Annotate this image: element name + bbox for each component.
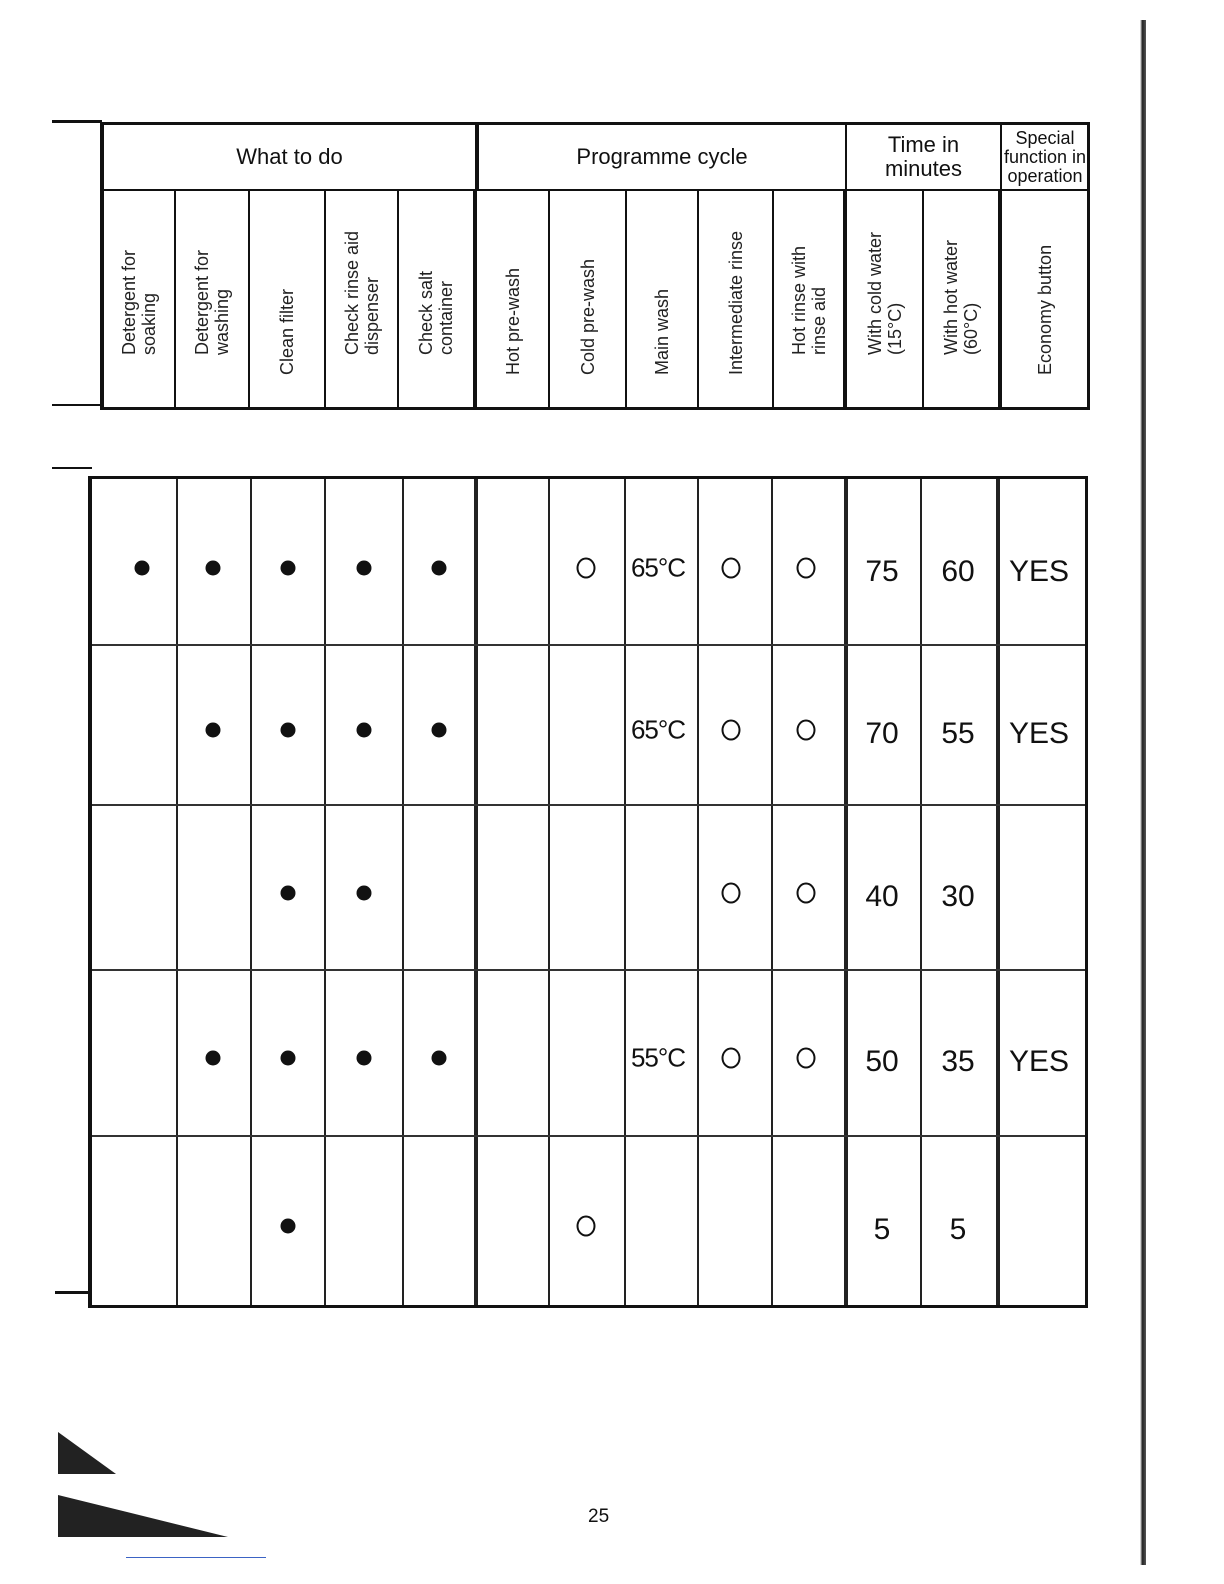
time-in-minutes-label: Time in minutes	[884, 132, 963, 181]
column-divider	[324, 479, 326, 1305]
column-divider	[474, 479, 478, 1305]
col-header-check-rinse-aid	[326, 191, 399, 409]
row-divider	[92, 969, 1085, 971]
column-divider	[920, 479, 922, 1305]
cycle-step-ring	[577, 1216, 596, 1237]
header-group-time-in-minutes	[847, 125, 1002, 191]
task-dot	[281, 560, 296, 575]
row-divider	[92, 1135, 1085, 1137]
main-wash-temperature: 65°C	[630, 714, 686, 745]
col-header-detergent-washing	[176, 191, 250, 409]
cycle-step-ring	[797, 882, 816, 903]
header-group-special-function	[1002, 125, 1088, 191]
col-header-cold-prewash	[550, 191, 627, 409]
col-label: Clean filter	[277, 288, 297, 375]
page-edge-shadow	[1140, 20, 1146, 1565]
main-wash-temperature: 55°C	[630, 1042, 686, 1073]
cold-water-minutes: 40	[865, 879, 899, 913]
col-header-cold-water	[847, 191, 924, 409]
cold-water-minutes: 75	[865, 554, 899, 588]
row-divider	[92, 804, 1085, 806]
cold-water-minutes: 5	[873, 1213, 891, 1246]
hot-water-minutes: 35	[941, 1045, 975, 1078]
col-label: Detergent for soaking	[119, 249, 159, 355]
column-divider	[771, 479, 773, 1305]
task-dot	[281, 1051, 296, 1066]
task-dot	[432, 560, 447, 575]
col-label: With hot water (60°C)	[941, 239, 981, 355]
column-divider	[176, 479, 178, 1305]
column-divider	[624, 479, 626, 1305]
grid-top-rule-extension	[52, 467, 92, 469]
column-divider	[697, 479, 699, 1305]
hot-water-minutes: 30	[941, 879, 975, 913]
cycle-step-ring	[722, 720, 741, 741]
cycle-step-ring	[797, 557, 816, 578]
special-function-label: Special function in operation	[1003, 127, 1087, 186]
cycle-step-ring	[797, 1048, 816, 1069]
task-dot	[135, 560, 150, 575]
col-label: Hot pre-wash	[502, 267, 523, 375]
cold-water-minutes: 70	[865, 717, 899, 750]
row-divider	[92, 644, 1085, 646]
main-wash-temperature: 65°C	[630, 552, 686, 582]
task-dot	[432, 1051, 447, 1066]
task-dot	[206, 1051, 221, 1066]
col-label: Economy button	[1035, 244, 1055, 375]
task-dot	[357, 1051, 372, 1066]
cold-water-minutes: 50	[865, 1045, 899, 1078]
header-bottom-rule-extension	[52, 404, 102, 406]
column-divider	[548, 479, 550, 1305]
scan-underline	[126, 1557, 266, 1558]
what-to-do-label: What to do	[236, 144, 343, 169]
economy-yes: YES	[1008, 717, 1070, 750]
col-header-hot-prewash	[477, 191, 550, 409]
col-label: Detergent for washing	[192, 249, 232, 355]
programme-cycle-label: Programme cycle	[576, 144, 748, 169]
page-number: 25	[588, 1506, 610, 1527]
cycle-step-ring	[797, 720, 816, 741]
task-dot	[357, 723, 372, 738]
task-dot	[357, 885, 372, 900]
col-header-detergent-soaking	[104, 191, 176, 409]
col-label: Hot rinse with rinse aid	[788, 245, 829, 355]
header-top-rule-extension	[52, 120, 102, 123]
col-header-main-wash	[627, 191, 699, 409]
col-header-intermediate-rinse	[699, 191, 774, 409]
col-header-hot-water	[924, 191, 1002, 409]
col-label: Check salt container	[416, 270, 456, 355]
column-divider	[844, 479, 848, 1305]
column-divider	[402, 479, 404, 1305]
task-dot	[281, 723, 296, 738]
scan-mark-top	[58, 1432, 116, 1474]
task-dot	[206, 560, 221, 575]
task-dot	[281, 885, 296, 900]
column-divider	[996, 479, 1000, 1305]
header-table	[100, 122, 1090, 410]
col-header-economy	[1002, 191, 1088, 409]
col-label: Intermediate rinse	[725, 230, 746, 375]
economy-yes: YES	[1008, 1045, 1070, 1078]
col-label: With cold water (15°C)	[864, 231, 905, 355]
col-header-check-salt	[399, 191, 477, 409]
economy-yes: YES	[1008, 554, 1070, 588]
task-dot	[281, 1219, 296, 1234]
cycle-step-ring	[722, 1048, 741, 1069]
col-label: Cold pre-wash	[577, 258, 598, 375]
task-dot	[432, 723, 447, 738]
task-dot	[206, 723, 221, 738]
col-header-hot-rinse	[774, 191, 847, 409]
cycle-step-ring	[722, 882, 741, 903]
cycle-step-ring	[722, 557, 741, 578]
col-header-clean-filter	[250, 191, 326, 409]
hot-water-minutes: 55	[941, 717, 975, 750]
hot-water-minutes: 60	[941, 554, 975, 588]
col-label: Main wash	[652, 288, 672, 375]
hot-water-minutes: 5	[949, 1213, 967, 1246]
header-group-what-to-do	[104, 125, 477, 191]
scan-mark-bottom	[58, 1495, 228, 1537]
cycle-step-ring	[577, 557, 596, 578]
header-group-programme-cycle	[477, 125, 847, 191]
col-label: Check rinse aid dispenser	[341, 230, 382, 355]
task-dot	[357, 560, 372, 575]
column-divider	[250, 479, 252, 1305]
programme-grid	[88, 476, 1088, 1308]
grid-bottom-rule-extension	[55, 1291, 91, 1294]
